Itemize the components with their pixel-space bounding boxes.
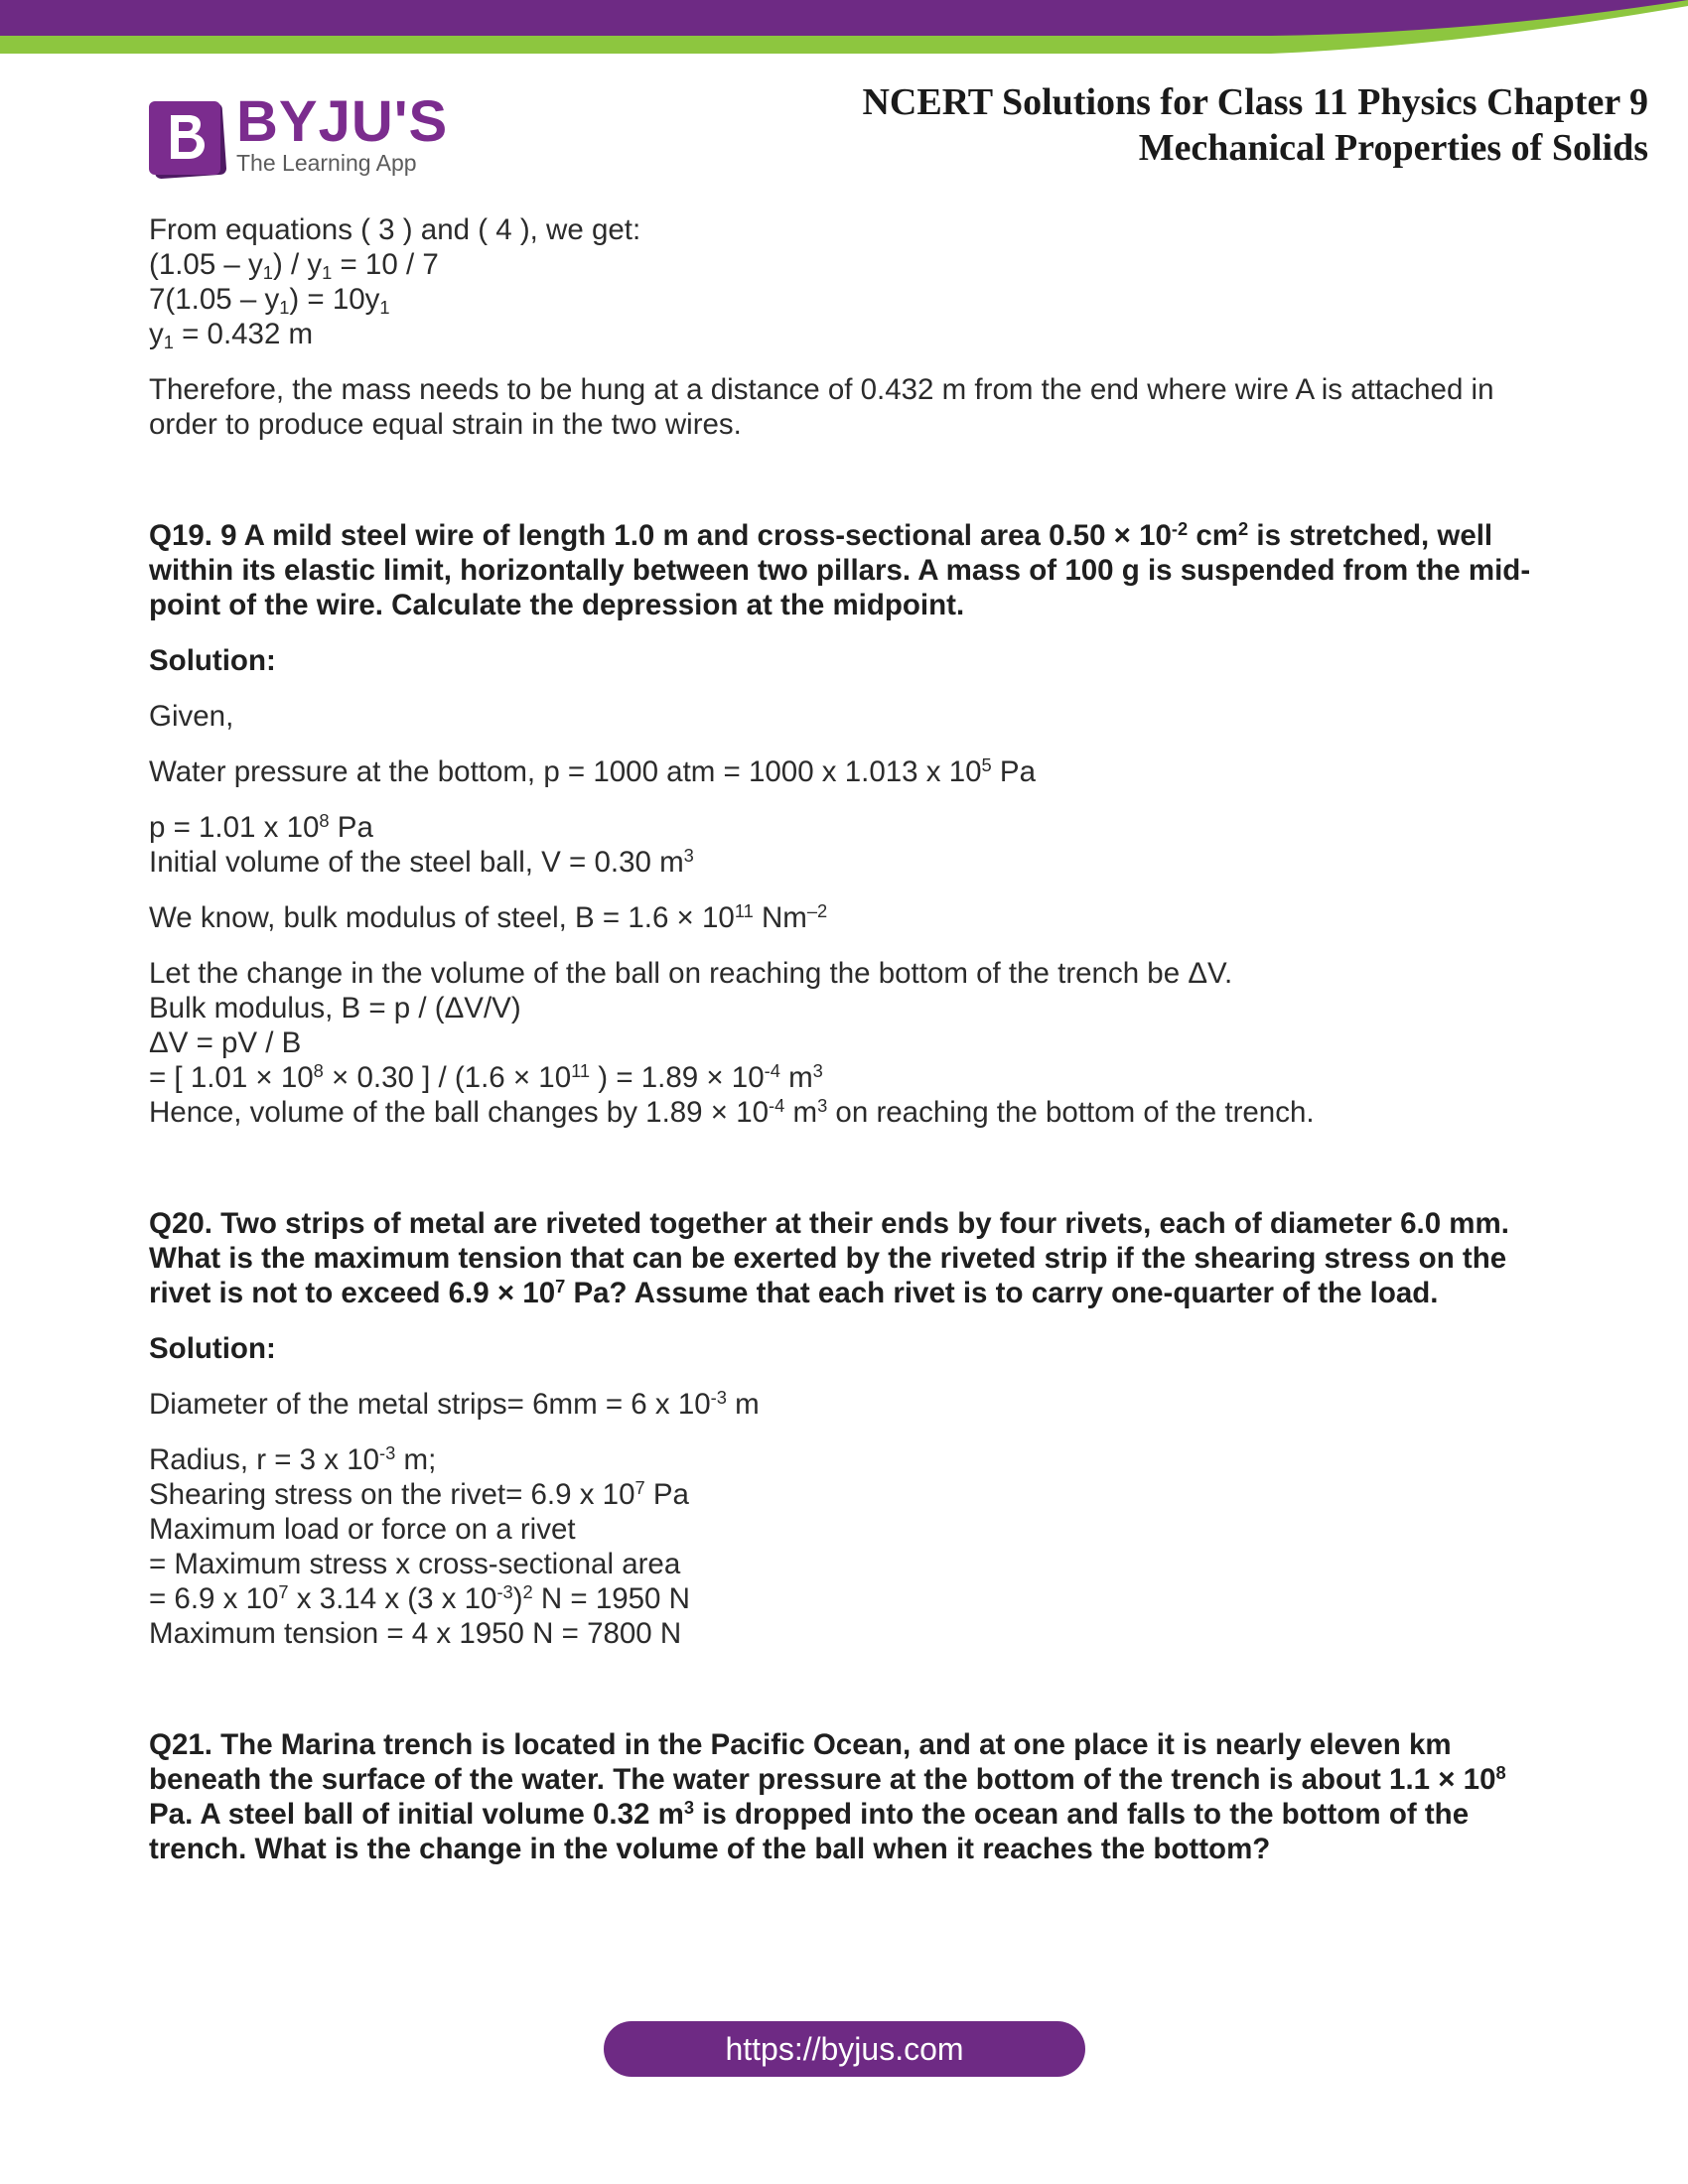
solution-label: Solution: <box>149 644 276 677</box>
solution-line: Maximum tension = 4 x 1950 N = 7800 N <box>149 1617 682 1650</box>
title-line-1: NCERT Solutions for Class 11 Physics Chapter 9 <box>862 81 1648 123</box>
solution-line: Shearing stress on the rivet= 6.9 x $10^7$ Pa <box>149 1476 689 1511</box>
solution-line: = 6.9 x $10^7$ x 3.14 x (3 x $10^{-3})^2$ N = 1950 N <box>149 1580 690 1615</box>
document-body <box>149 212 1539 1866</box>
given-label: Given, <box>149 700 234 733</box>
solution-line: p = 1.01 x $10^8$ Pa <box>149 809 373 844</box>
byjus-logo <box>149 89 449 181</box>
solution-line: Radius, r = 3 x $10^{-3}$ m; <box>149 1441 437 1476</box>
question-q20: Q20. Two strips of metal are riveted together at their ends by four rivets, each of diameter 6.0 mm. What is the maximum tension that can be exerted by the riveted strip if the shearing stress on the rivet is not to exceed $6.9 \times 10^7$ Pa? Assume that each rivet is to carry one-quarter of the load. <box>149 1207 1509 1309</box>
solution-line: We know, bulk modulus of steel, $B = 1.6 \times 10^{11}$ $Nm^{-2}$ <box>149 899 828 934</box>
page-title <box>862 79 1648 171</box>
footer-url-link[interactable]: https://byjus.com <box>604 2021 1085 2077</box>
question-q19: Q19. 9 A mild steel wire of length 1.0 m and cross-sectional area $0.50 \times 10^{-2}$ $cm^2$ is stretched, well within its elastic limit, horizontally between two pillars. A mass of 100 g is suspended from the mid-point of the wire. Calculate the depression at the midpoint. <box>149 517 1531 621</box>
equation-result: $y_1 = 0.432$ m <box>149 318 314 353</box>
solution-line: Diameter of the metal strips= 6mm = 6 x $10^{-3}$ m <box>149 1386 760 1421</box>
solution-line: Initial volume of the steel ball, V = 0.30 $m^3$ <box>149 844 694 879</box>
conclusion-paragraph: Therefore, the mass needs to be hung at a distance of 0.432 m from the end where wire A is attached in order to produce equal strain in the two wires. <box>149 373 1494 441</box>
logo-brand-name: BYJU'S <box>236 89 449 154</box>
equation-line: $7(1.05 - y_1) = 10y_1$ <box>149 283 390 319</box>
logo-tagline: The Learning App <box>236 150 417 176</box>
solution-line: = Maximum stress x cross-sectional area <box>149 1548 681 1580</box>
equation-line: $(1.05 - y_1) / y_1 = 10 / 7$ <box>149 248 439 284</box>
solution-line: Bulk modulus, B = p / (ΔV/V) <box>149 992 521 1024</box>
top-banner <box>0 0 1688 62</box>
solution-label: Solution: <box>149 1332 276 1365</box>
equation-intro: From equations ( 3 ) and ( 4 ), we get: <box>149 213 641 246</box>
question-q21: Q21. The Marina trench is located in the Pacific Ocean, and at one place it is nearly eleven km beneath the surface of the water. The water pressure at the bottom of the trench is about $1.1 \times 10^8$ Pa. A steel ball of initial volume 0.32 $m^3$ is dropped into the ocean and falls to the bottom of the trench. What is the change in the volume of the ball when it reaches the bottom? <box>149 1728 1506 1865</box>
solution-line: Water pressure at the bottom, p = 1000 atm = 1000 x 1.013 x $10^5$ Pa <box>149 753 1036 788</box>
solution-line: = [ $1.01 \times 10^8 \times 0.30$ ] / ($1.6 \times 10^{11}$ ) = $1.89 \times 10^{-4}$ $m^3$ <box>149 1059 823 1094</box>
solution-line: Let the change in the volume of the ball on reaching the bottom of the trench be ΔV. <box>149 957 1233 990</box>
solution-line: Maximum load or force on a rivet <box>149 1513 576 1546</box>
title-line-2: Mechanical Properties of Solids <box>1138 127 1648 169</box>
solution-line: ΔV = pV / B <box>149 1026 302 1059</box>
solution-line: Hence, volume of the ball changes by $1.89 \times 10^{-4}$ $m^3$ on reaching the bottom of the trench. <box>149 1094 1315 1129</box>
byjus-logo-icon <box>149 99 228 181</box>
